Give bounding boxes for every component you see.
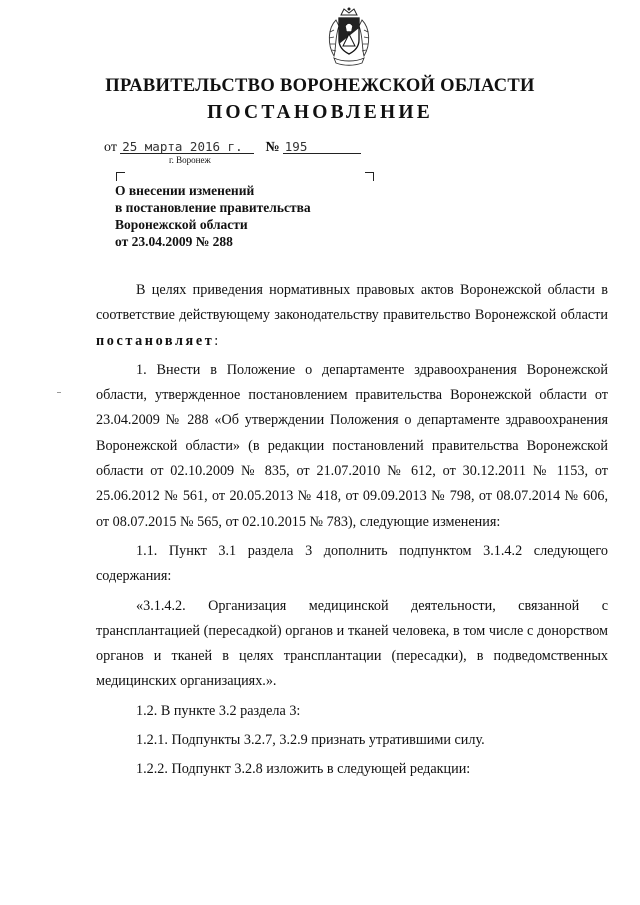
item-1: 1. Внести в Положение о департаменте здравоохранения Воронежской области, утвержденное постановлением правительства Воронежской области от 23.04.2009 № 288 «Об утверждении Положения о департаменте здравоохранения Воронежской области» (в редакции постановлений правительства Воронежской области от 02.10.2009 № 835, от 21.07.2010 № 612, от 30.12.2011 № 1153, от 25.06.2012 № 561, от 20.05.2013 № 418, от 09.09.2013 № 798, от 08.07.2014 № 606, от 08.07.2015 № 565, от 02.10.2015 № 783), следующие изменения:: [96, 361, 608, 530]
number-label: №: [265, 140, 280, 155]
document-subject: [115, 182, 311, 250]
date-number-line: [104, 139, 361, 156]
quoted-subitem: «3.1.4.2. Организация медицинской деятельности, связанной с трансплантацией (пересадкой) органов и тканей человека, в том числе с донорством органов и тканей в целях трансплантации (пересадки), в подведомственных медицинских организациях.».: [96, 597, 608, 690]
margin-mark: [57, 392, 61, 393]
document-type: ПОСТАНОВЛЕНИЕ: [207, 102, 433, 123]
subject-line: Воронежской области: [115, 217, 248, 232]
coat-of-arms-icon: [324, 6, 374, 68]
city-label: г. Воронеж: [169, 155, 211, 165]
subject-line: О внесении изменений: [115, 183, 255, 198]
document-number: 195: [283, 141, 361, 154]
decree-word: постановляет: [96, 332, 215, 349]
preamble-paragraph: [96, 278, 608, 354]
subject-line: от 23.04.2009 № 288: [115, 234, 233, 249]
item-1-2-1: 1.2.1. Подпункты 3.2.7, 3.2.9 признать утратившими силу.: [136, 732, 485, 749]
subject-line: в постановление правительства: [115, 200, 311, 215]
subject-corner-left: [116, 172, 125, 181]
document-body: [96, 278, 608, 783]
item-1-2-2: 1.2.2. Подпункт 3.2.8 изложить в следующей редакции:: [136, 761, 471, 778]
item-1-1: 1.1. Пункт 3.1 раздела 3 дополнить подпунктом 3.1.4.2 следующего содержания:: [96, 542, 608, 585]
document-date: 25 марта 2016 г.: [120, 141, 254, 154]
subject-corner-right: [365, 172, 374, 181]
item-1-2: 1.2. В пункте 3.2 раздела 3:: [136, 702, 301, 719]
preamble-text: В целях приведения нормативных правовых актов Воронежской области в соответствие действующему законодательству правительство Воронежской области: [96, 282, 608, 324]
government-title: ПРАВИТЕЛЬСТВО ВОРОНЕЖСКОЙ ОБЛАСТИ: [105, 76, 535, 96]
from-label: от: [104, 140, 117, 155]
decree-colon: :: [214, 332, 219, 349]
